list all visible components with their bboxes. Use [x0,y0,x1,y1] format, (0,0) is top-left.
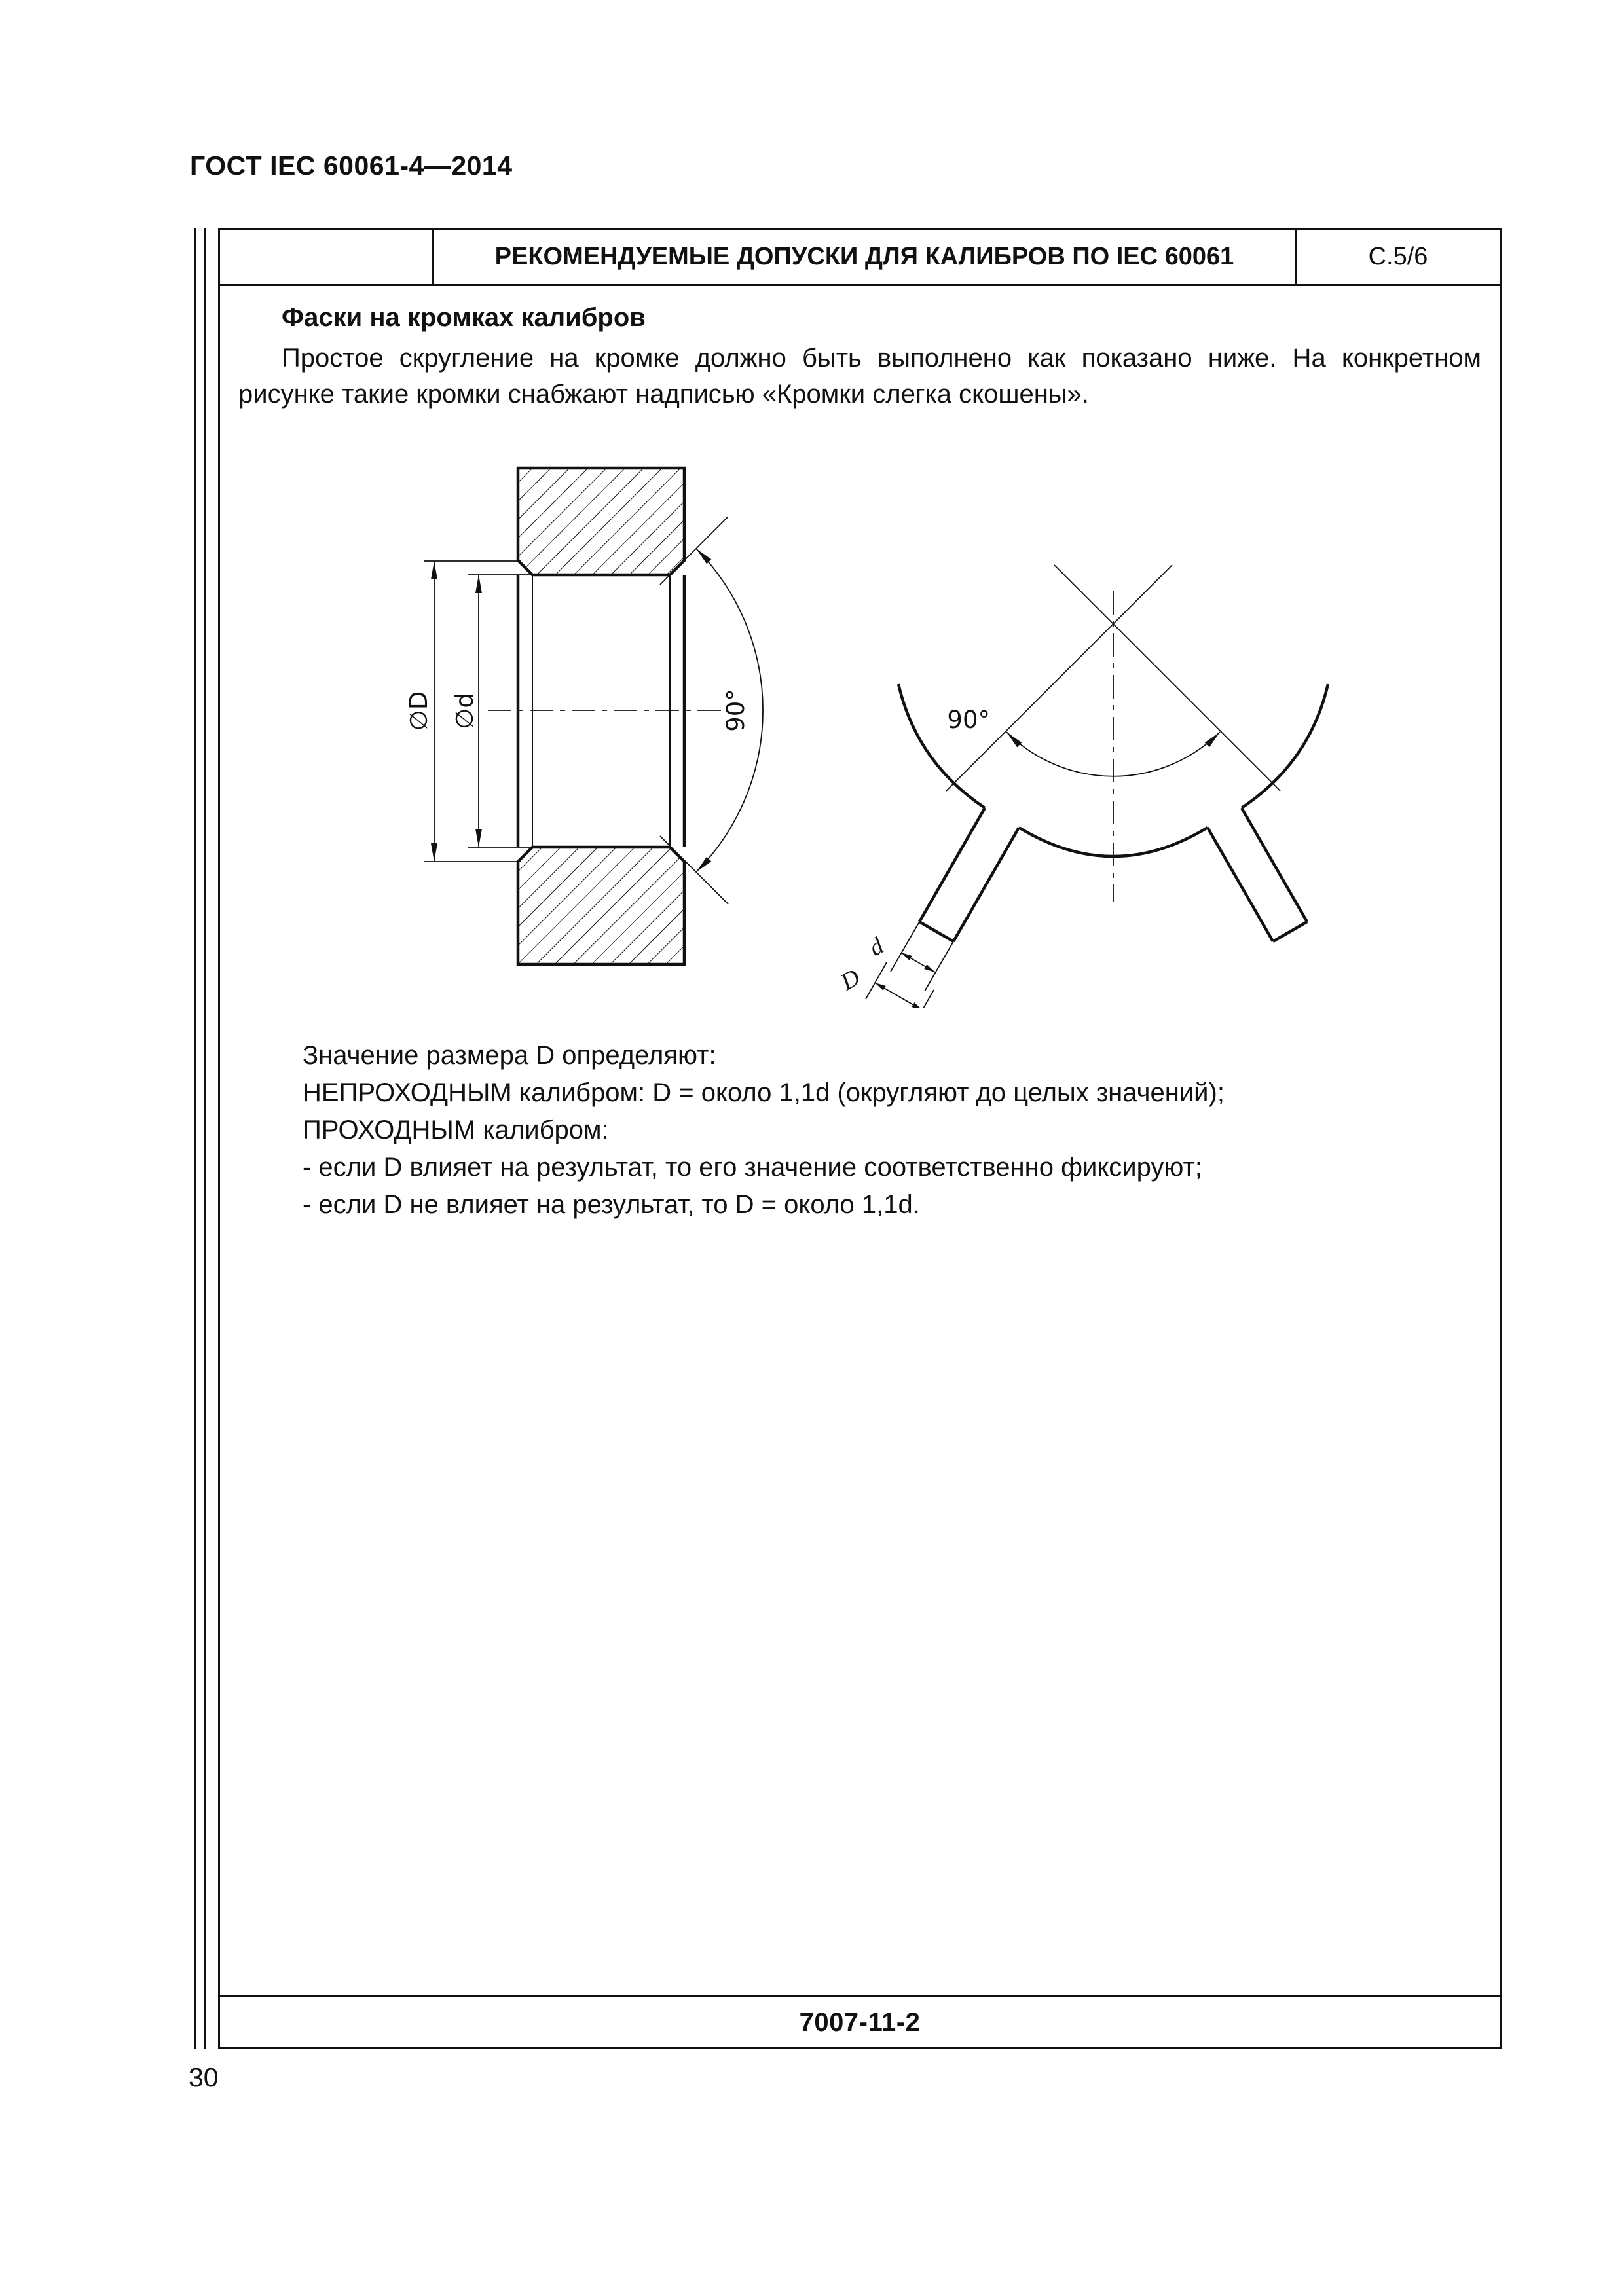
left-slot [919,808,1019,941]
left-double-rule-inner [204,228,206,2049]
slot-angle-label: 90° [947,706,990,735]
hatched-section-top [518,468,684,575]
chamfer-figure [393,419,1375,1008]
page-number: 30 [189,2062,219,2092]
slot-width-label: d [864,932,889,962]
body-outline-right [1242,684,1328,808]
sheet-reference: С.5/6 [1295,230,1500,284]
sheet-footer-code: 7007-11-2 [220,1995,1500,2047]
note-line: НЕПРОХОДНЫМ калибром: D = около 1,1d (округляют до целых значений); [303,1078,1225,1108]
left-double-rule-outer [194,228,196,2049]
note-line: ПРОХОДНЫМ калибром: [303,1116,609,1145]
intro-paragraph: Простое скругление на кромке должно быть выполнено как показано ниже. На конкретном рисунке такие кромки снабжают надписью «Кромки слегка скошены». [238,344,1481,409]
section-heading: Фаски на кромках калибров [282,303,646,332]
bore-diameter-label: ∅d [451,693,479,730]
technical-drawing [220,419,1500,995]
sheet-header-row [220,230,1500,286]
slot-outer-width-label: D [836,964,865,996]
outer-width-dimension [875,983,923,1008]
slot-width-dimension [901,953,935,972]
chamfer-angle-label: 90° [722,689,750,733]
sheet-body [220,286,1500,1995]
slotted-gauge-section [866,565,1328,1008]
note-line: - если D не влияет на результат, то D = около 1,1d. [303,1190,920,1220]
notes-block [303,1037,1480,1224]
document-code: ГОСТ IEC 60061-4—2014 [190,151,513,181]
hatched-section-bottom [518,847,684,964]
construction-line-left [946,565,1172,791]
sheet-title: РЕКОМЕНДУЕМЫЕ ДОПУСКИ ДЛЯ КАЛИБРОВ ПО IEC 60061 [432,230,1295,284]
note-line: Значение размера D определяют: [303,1041,716,1070]
header-empty-cell [220,230,432,284]
outer-diameter-label: ∅D [405,691,433,731]
standard-sheet-frame [218,228,1502,2049]
body-outline-left [898,684,985,808]
note-line: - если D влияет на результат, то его значение соответственно фиксируют; [303,1153,1202,1182]
right-slot [1208,808,1307,941]
construction-line-right [1054,565,1280,791]
